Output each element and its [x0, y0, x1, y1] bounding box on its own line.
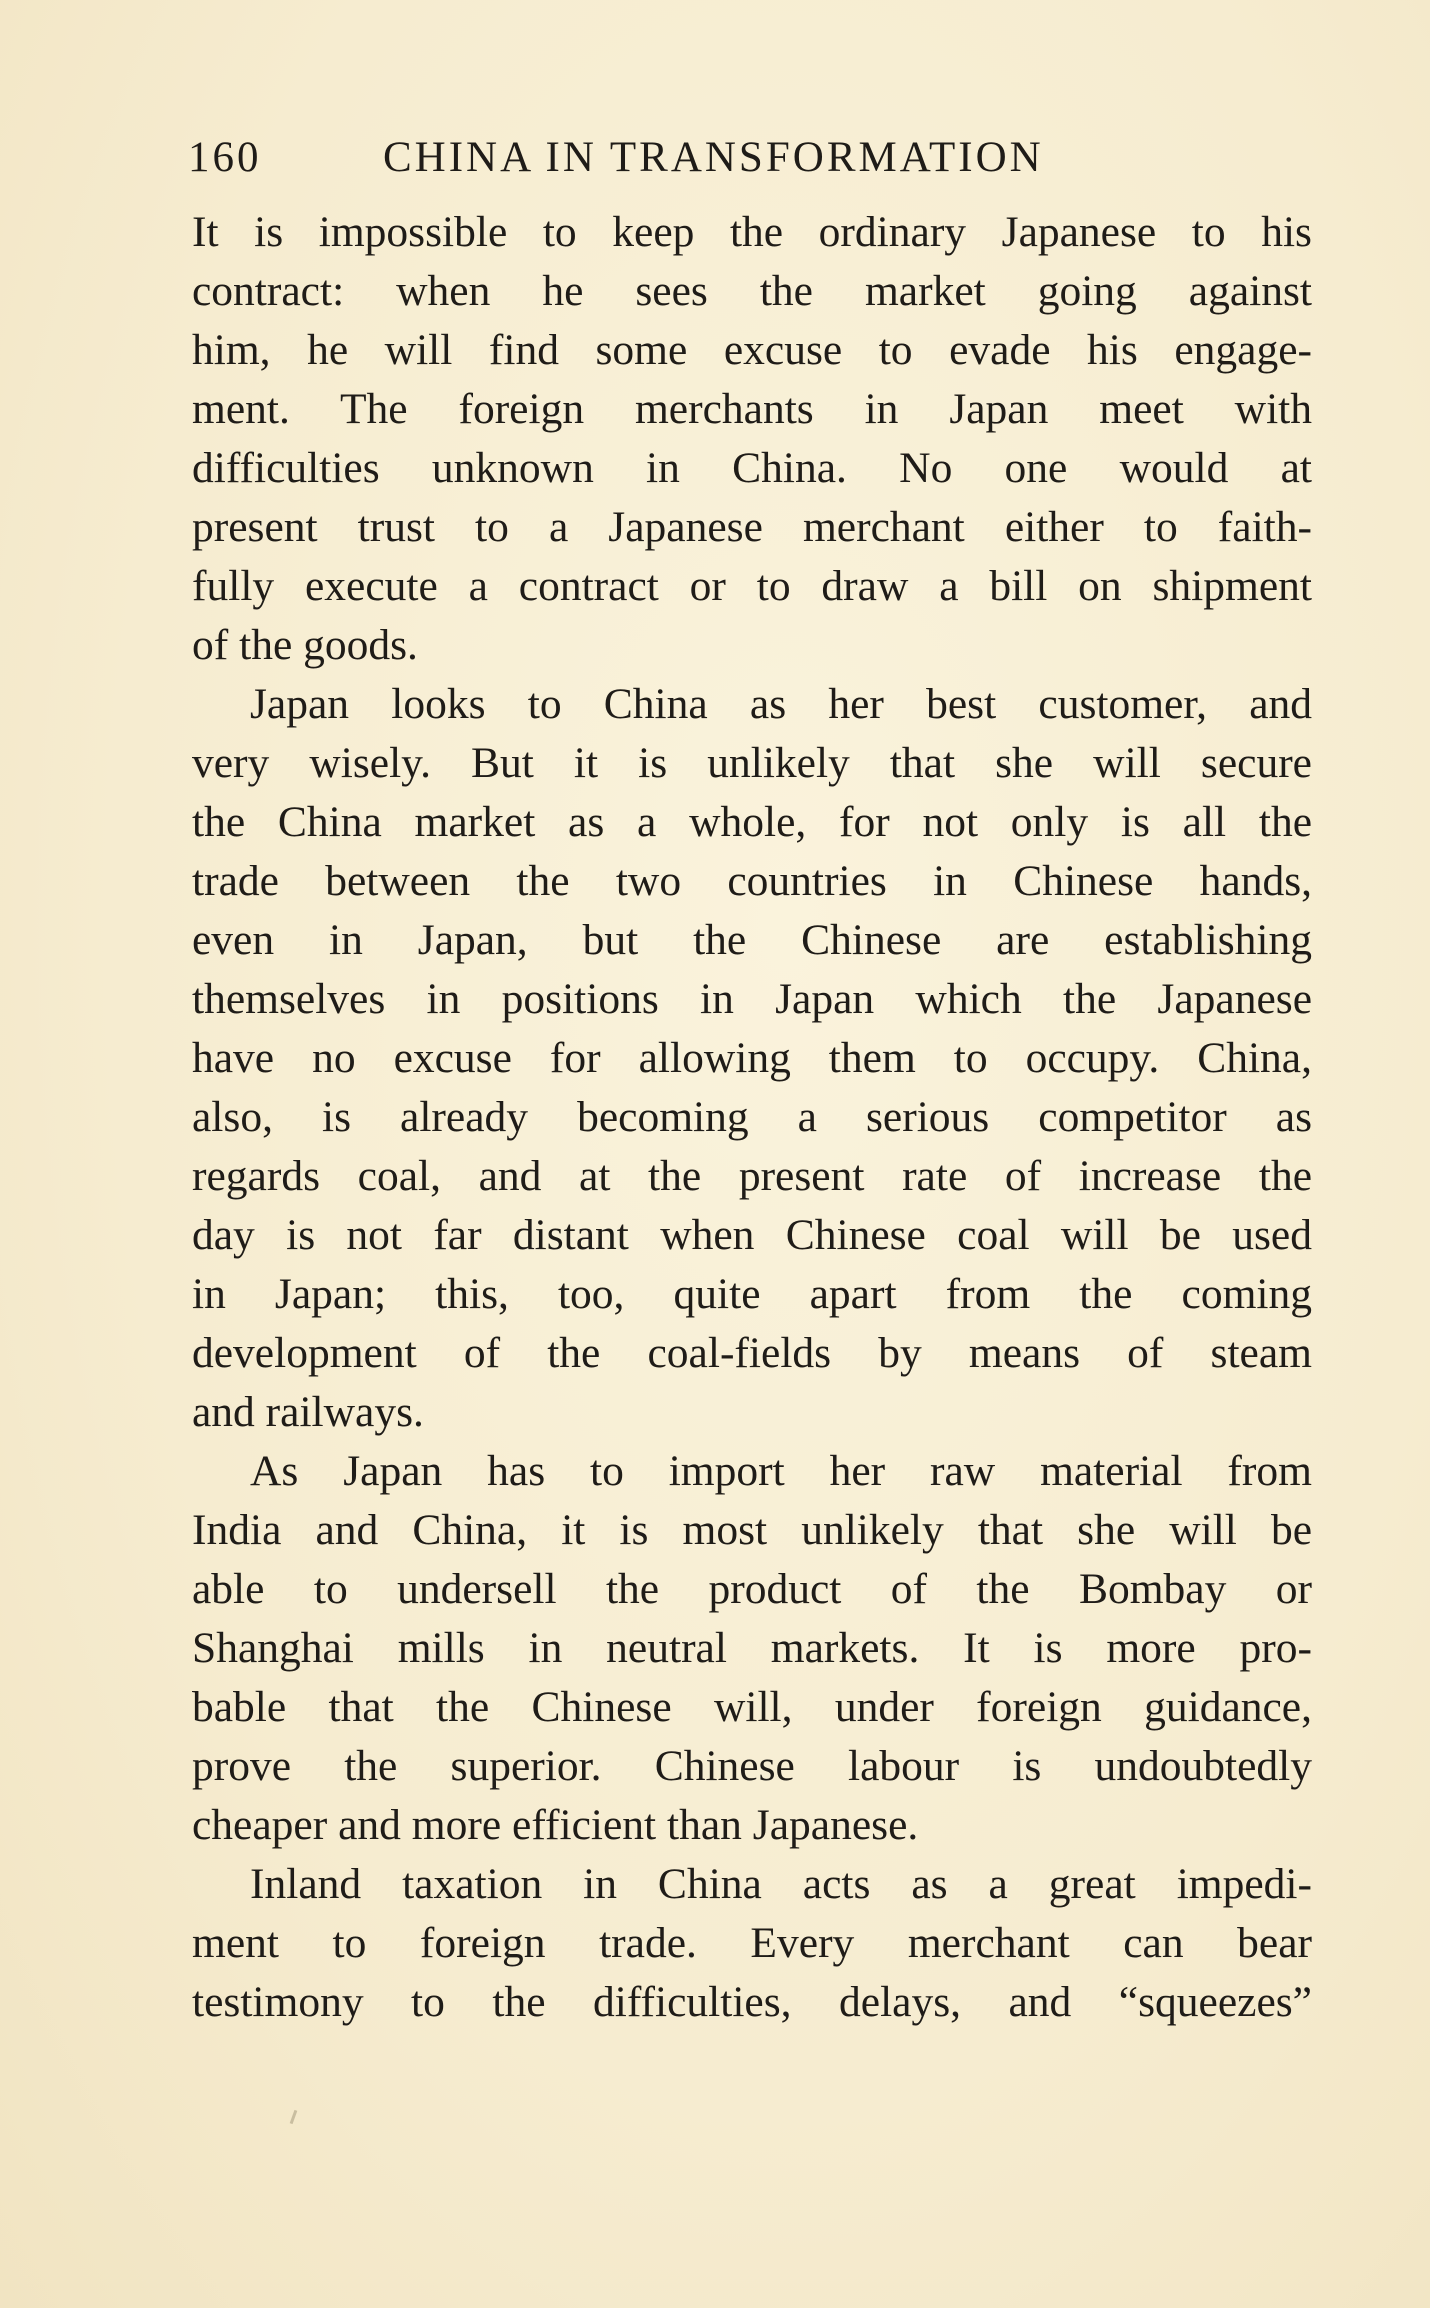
running-title: CHINA IN TRANSFORMATION	[383, 134, 1044, 181]
text-line: Shanghai mills in neutral markets. It is more pro-	[192, 1624, 1312, 1672]
text-line: him, he will find some excuse to evade his engage-	[192, 326, 1312, 374]
text-line: contract: when he sees the market going against	[192, 267, 1312, 315]
text-line: prove the superior. Chinese labour is undoubtedly	[192, 1742, 1312, 1790]
text-line: cheaper and more efficient than Japanese.	[192, 1801, 919, 1849]
text-line: fully execute a contract or to draw a bill on shipment	[192, 562, 1312, 610]
text-line: in Japan; this, too, quite apart from the coming	[192, 1270, 1312, 1318]
text-line: trade between the two countries in Chinese hands,	[192, 857, 1312, 905]
text-line: ment. The foreign merchants in Japan meet with	[192, 385, 1312, 433]
text-line: difficulties unknown in China. No one would at	[192, 444, 1312, 492]
text-line: day is not far distant when Chinese coal will be used	[192, 1211, 1312, 1259]
paragraph-first-line: As Japan has to import her raw material from	[250, 1447, 1312, 1495]
page-number: 160	[188, 134, 262, 181]
text-line: It is impossible to keep the ordinary Japanese to his	[192, 208, 1312, 256]
paragraph-first-line: Inland taxation in China acts as a great impedi-	[250, 1860, 1312, 1908]
text-line: India and China, it is most unlikely that she will be	[192, 1506, 1312, 1554]
body-text	[192, 203, 1312, 2032]
text-line: regards coal, and at the present rate of increase the	[192, 1152, 1312, 1200]
text-line: bable that the Chinese will, under foreign guidance,	[192, 1683, 1312, 1731]
text-line: have no excuse for allowing them to occupy. China,	[192, 1034, 1312, 1082]
text-line: of the goods.	[192, 621, 418, 669]
text-line: present trust to a Japanese merchant either to faith-	[192, 503, 1312, 551]
text-line: ment to foreign trade. Every merchant can bear	[192, 1919, 1312, 1967]
text-line: even in Japan, but the Chinese are establishing	[192, 916, 1312, 964]
text-line: the China market as a whole, for not only is all the	[192, 798, 1312, 846]
text-line: and railways.	[192, 1388, 424, 1436]
text-line: very wisely. But it is unlikely that she will secure	[192, 739, 1312, 787]
text-line: themselves in positions in Japan which the Japanese	[192, 975, 1312, 1023]
running-head	[188, 128, 1308, 188]
text-line: development of the coal-fields by means of steam	[192, 1329, 1312, 1377]
paragraph-first-line: Japan looks to China as her best customer, and	[250, 680, 1312, 728]
text-line: able to undersell the product of the Bombay or	[192, 1565, 1312, 1613]
paper-speck	[290, 2110, 298, 2124]
text-line: testimony to the difficulties, delays, and “squeezes”	[192, 1978, 1312, 2026]
text-line: also, is already becoming a serious competitor as	[192, 1093, 1312, 1141]
